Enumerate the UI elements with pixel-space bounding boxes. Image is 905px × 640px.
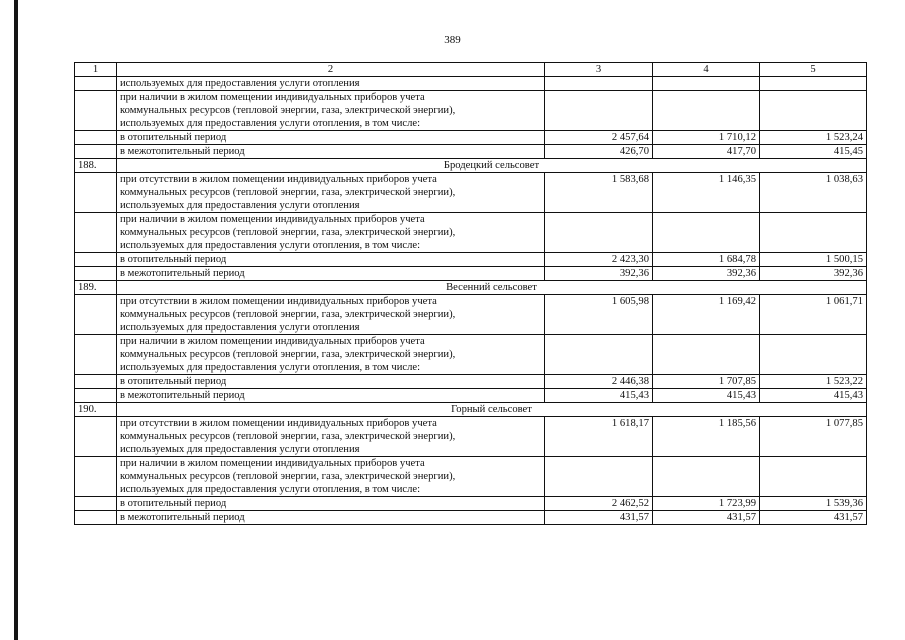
- heating-period-row: [75, 131, 867, 145]
- value-cell: 2 457,64: [545, 131, 653, 145]
- value-cell: 415,45: [760, 145, 867, 159]
- value-cell: 2 446,38: [545, 375, 653, 389]
- heating-period-row: [75, 253, 867, 267]
- description-cell: [117, 213, 545, 253]
- description-line: при отсутствии в жилом помещении индивидуальных приборов учета: [120, 418, 437, 429]
- heating-period-row: [75, 497, 867, 511]
- description-line: коммунальных ресурсов (тепловой энергии, газа, электрической энергии),: [120, 471, 456, 482]
- description-line: при наличии в жилом помещении индивидуальных приборов учета: [120, 458, 425, 469]
- period-label: в отопительный период: [117, 375, 545, 389]
- value-cell: 415,43: [653, 389, 760, 403]
- row-number-cell: [75, 375, 117, 389]
- row-number-cell: [75, 511, 117, 525]
- description-line: используемых для предоставления услуги отопления: [120, 200, 360, 211]
- value-cell: [653, 91, 760, 131]
- value-cell: 1 707,85: [653, 375, 760, 389]
- section-title-row: [75, 159, 867, 173]
- value-cell: [760, 77, 867, 91]
- row-number-cell: [75, 131, 117, 145]
- description-line: коммунальных ресурсов (тепловой энергии, газа, электрической энергии),: [120, 309, 456, 320]
- value-cell: 1 523,24: [760, 131, 867, 145]
- value-cell: 1 061,71: [760, 295, 867, 335]
- non-heating-period-row: [75, 145, 867, 159]
- non-heating-period-row: [75, 267, 867, 281]
- description-line: при наличии в жилом помещении индивидуальных приборов учета: [120, 336, 425, 347]
- row-number-cell: [75, 173, 117, 213]
- non-heating-period-row: [75, 389, 867, 403]
- value-cell: [653, 77, 760, 91]
- row-number-cell: [75, 213, 117, 253]
- value-cell: [545, 213, 653, 253]
- description-line: используемых для предоставления услуги отопления: [120, 444, 360, 455]
- description-line: используемых для предоставления услуги отопления: [120, 78, 360, 89]
- value-cell: 1 710,12: [653, 131, 760, 145]
- scan-edge-shadow: [14, 0, 18, 640]
- with-meters-row: [75, 335, 867, 375]
- description-line: коммунальных ресурсов (тепловой энергии, газа, электрической энергии),: [120, 349, 456, 360]
- value-cell: [760, 213, 867, 253]
- period-label: в межотопительный период: [117, 511, 545, 525]
- row-number-cell: [75, 267, 117, 281]
- row-number-cell: [75, 497, 117, 511]
- description-line: коммунальных ресурсов (тепловой энергии, газа, электрической энергии),: [120, 105, 456, 116]
- section-title: Весенний сельсовет: [117, 281, 867, 295]
- value-cell: 1 077,85: [760, 417, 867, 457]
- row-number-cell: [75, 145, 117, 159]
- header-col-1: 1: [75, 63, 117, 77]
- row-number-cell: [75, 295, 117, 335]
- description-cell: [117, 417, 545, 457]
- value-cell: 431,57: [545, 511, 653, 525]
- value-cell: 431,57: [653, 511, 760, 525]
- value-cell: 1 583,68: [545, 173, 653, 213]
- value-cell: 1 539,36: [760, 497, 867, 511]
- description-line: коммунальных ресурсов (тепловой энергии, газа, электрической энергии),: [120, 431, 456, 442]
- value-cell: [545, 77, 653, 91]
- value-cell: 1 169,42: [653, 295, 760, 335]
- section-title: Горный сельсовет: [117, 403, 867, 417]
- value-cell: 415,43: [760, 389, 867, 403]
- header-col-4: 4: [653, 63, 760, 77]
- row-number-cell: [75, 77, 117, 91]
- heating-period-row: [75, 375, 867, 389]
- value-cell: 1 684,78: [653, 253, 760, 267]
- description-line: при отсутствии в жилом помещении индивидуальных приборов учета: [120, 296, 437, 307]
- description-line: при наличии в жилом помещении индивидуальных приборов учета: [120, 92, 425, 103]
- table-header-row: [75, 63, 867, 77]
- section-title: Бродецкий сельсовет: [117, 159, 867, 173]
- description-cell: [117, 77, 545, 91]
- value-cell: [653, 457, 760, 497]
- value-cell: 1 605,98: [545, 295, 653, 335]
- value-cell: [653, 335, 760, 375]
- value-cell: 392,36: [653, 267, 760, 281]
- row-number-cell: [75, 417, 117, 457]
- period-label: в межотопительный период: [117, 389, 545, 403]
- value-cell: 417,70: [653, 145, 760, 159]
- period-label: в отопительный период: [117, 131, 545, 145]
- description-line: при наличии в жилом помещении индивидуальных приборов учета: [120, 214, 425, 225]
- description-cell: [117, 295, 545, 335]
- description-line: коммунальных ресурсов (тепловой энергии, газа, электрической энергии),: [120, 227, 456, 238]
- continuation-row: [75, 77, 867, 91]
- non-heating-period-row: [75, 511, 867, 525]
- value-cell: 392,36: [760, 267, 867, 281]
- tariff-table-body: [75, 63, 867, 525]
- value-cell: 1 523,22: [760, 375, 867, 389]
- value-cell: [545, 335, 653, 375]
- without-meters-row: [75, 295, 867, 335]
- value-cell: 1 618,17: [545, 417, 653, 457]
- period-label: в отопительный период: [117, 497, 545, 511]
- with-meters-row: [75, 213, 867, 253]
- section-number: 190.: [75, 403, 117, 417]
- value-cell: 1 146,35: [653, 173, 760, 213]
- header-col-3: 3: [545, 63, 653, 77]
- value-cell: [760, 335, 867, 375]
- row-number-cell: [75, 389, 117, 403]
- value-cell: 1 038,63: [760, 173, 867, 213]
- with-meters-row: [75, 457, 867, 497]
- section-number: 188.: [75, 159, 117, 173]
- value-cell: [653, 213, 760, 253]
- value-cell: 1 500,15: [760, 253, 867, 267]
- row-number-cell: [75, 335, 117, 375]
- description-line: используемых для предоставления услуги отопления: [120, 322, 360, 333]
- description-line: коммунальных ресурсов (тепловой энергии, газа, электрической энергии),: [120, 187, 456, 198]
- section-number: 189.: [75, 281, 117, 295]
- description-line: используемых для предоставления услуги отопления, в том числе:: [120, 484, 421, 495]
- value-cell: 1 723,99: [653, 497, 760, 511]
- value-cell: 426,70: [545, 145, 653, 159]
- description-cell: [117, 173, 545, 213]
- period-label: в межотопительный период: [117, 145, 545, 159]
- section-title-row: [75, 281, 867, 295]
- row-number-cell: [75, 253, 117, 267]
- value-cell: 431,57: [760, 511, 867, 525]
- without-meters-row: [75, 417, 867, 457]
- value-cell: [545, 457, 653, 497]
- description-cell: [117, 335, 545, 375]
- value-cell: [545, 91, 653, 131]
- description-cell: [117, 91, 545, 131]
- value-cell: [760, 457, 867, 497]
- row-number-cell: [75, 91, 117, 131]
- description-line: используемых для предоставления услуги отопления, в том числе:: [120, 362, 421, 373]
- value-cell: 392,36: [545, 267, 653, 281]
- description-line: используемых для предоставления услуги отопления, в том числе:: [120, 240, 421, 251]
- period-label: в отопительный период: [117, 253, 545, 267]
- value-cell: [760, 91, 867, 131]
- value-cell: 1 185,56: [653, 417, 760, 457]
- description-cell: [117, 457, 545, 497]
- description-line: при отсутствии в жилом помещении индивидуальных приборов учета: [120, 174, 437, 185]
- header-col-5: 5: [760, 63, 867, 77]
- value-cell: 2 423,30: [545, 253, 653, 267]
- header-col-2: 2: [117, 63, 545, 77]
- row-number-cell: [75, 457, 117, 497]
- page-number: 389: [444, 34, 461, 46]
- section-title-row: [75, 403, 867, 417]
- with-meters-row: [75, 91, 867, 131]
- description-line: используемых для предоставления услуги отопления, в том числе:: [120, 118, 421, 129]
- period-label: в межотопительный период: [117, 267, 545, 281]
- value-cell: 2 462,52: [545, 497, 653, 511]
- without-meters-row: [75, 173, 867, 213]
- value-cell: 415,43: [545, 389, 653, 403]
- tariff-table: [74, 62, 867, 525]
